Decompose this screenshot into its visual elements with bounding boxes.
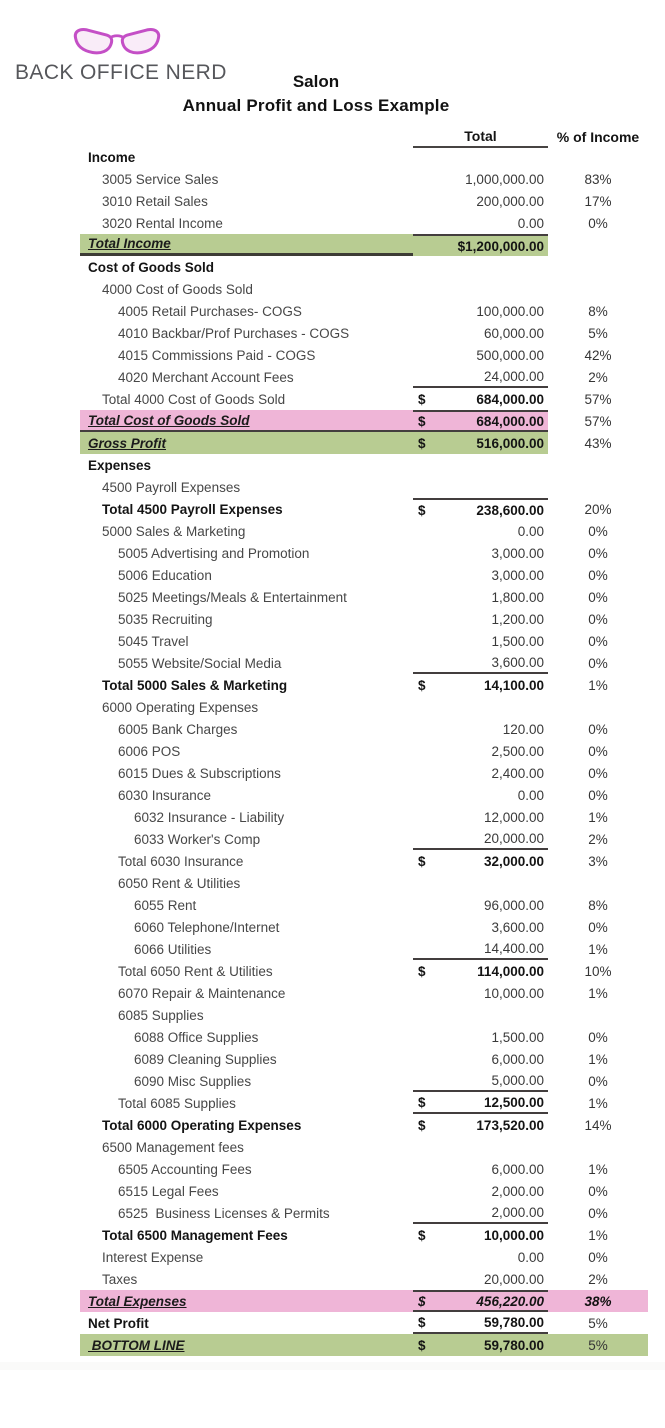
table-row: [80, 1114, 648, 1136]
row-percent: 42%: [584, 347, 612, 363]
table-row: [80, 1268, 648, 1290]
table-row: [80, 476, 648, 498]
table-row: [80, 1312, 648, 1334]
row-value: 100,000.00: [476, 303, 544, 319]
row-label: 4000 Cost of Goods Sold: [102, 281, 253, 297]
row-percent: [548, 146, 648, 168]
row-percent: 0%: [588, 589, 608, 605]
currency-symbol: $: [418, 963, 426, 979]
row-value: 0.00: [517, 215, 544, 231]
row-percent: 0%: [588, 215, 608, 231]
row-label: Total 4500 Payroll Expenses: [102, 501, 283, 517]
row-percent: [548, 234, 648, 256]
row-value: 1,200.00: [491, 611, 544, 627]
row-label: Total 6030 Insurance: [118, 853, 244, 869]
row-label: 6088 Office Supplies: [134, 1029, 259, 1045]
table-row: [80, 696, 648, 718]
table-row: [80, 278, 648, 300]
table-row: [80, 916, 648, 938]
row-percent: 5%: [588, 325, 608, 341]
row-value: 12,000.00: [483, 809, 544, 825]
row-value: 59,780.00: [483, 1337, 544, 1353]
row-label: 6000 Operating Expenses: [102, 699, 259, 715]
table-row: [80, 388, 648, 410]
row-percent: 5%: [588, 1315, 608, 1331]
row-label: 5025 Meetings/Meals & Entertainment: [118, 589, 347, 605]
currency-symbol: $: [418, 391, 426, 407]
row-value: 1,500.00: [491, 633, 544, 649]
row-label: Total 6085 Supplies: [118, 1095, 236, 1111]
row-value: 59,780.00: [483, 1314, 544, 1330]
row-percent: 1%: [588, 1227, 608, 1243]
table-row: [80, 520, 648, 542]
row-percent: 1%: [588, 985, 608, 1001]
row-label: Total 6000 Operating Expenses: [102, 1117, 302, 1133]
currency-symbol: $: [418, 435, 426, 451]
row-label: 5045 Travel: [118, 633, 189, 649]
row-percent: 0%: [588, 765, 608, 781]
row-percent: 2%: [588, 831, 608, 847]
row-percent: 10%: [584, 963, 612, 979]
row-label: Cost of Goods Sold: [88, 259, 214, 275]
table-row: [80, 586, 648, 608]
table-row: [80, 938, 648, 960]
row-value: 516,000.00: [476, 435, 544, 451]
row-percent: 57%: [584, 413, 612, 429]
row-label: 5006 Education: [118, 567, 212, 583]
row-value: 0.00: [517, 1249, 544, 1265]
row-label: Total Expenses: [88, 1293, 187, 1309]
row-value: 0.00: [517, 523, 544, 539]
table-row: [80, 850, 648, 872]
row-label: Income: [88, 149, 136, 165]
row-percent: [548, 872, 648, 894]
row-value: 3,000.00: [491, 545, 544, 561]
row-percent: 0%: [588, 611, 608, 627]
row-label: Total 6050 Rent & Utilities: [118, 963, 273, 979]
table-row: [80, 960, 648, 982]
table-row: [80, 1136, 648, 1158]
table-row: [80, 168, 648, 190]
row-label: 6090 Misc Supplies: [134, 1073, 252, 1089]
page-edge-divider: [0, 1362, 665, 1370]
row-percent: 0%: [588, 567, 608, 583]
row-label: BOTTOM LINE: [88, 1337, 185, 1353]
currency-symbol: $: [418, 1117, 426, 1133]
currency-symbol: $: [418, 413, 426, 429]
row-label: 5005 Advertising and Promotion: [118, 545, 310, 561]
table-row: [80, 256, 648, 278]
table-row: [80, 190, 648, 212]
row-percent: 83%: [584, 171, 612, 187]
table-row: [80, 1334, 648, 1356]
row-label: Total Cost of Goods Sold: [88, 412, 250, 428]
row-value: 1,000,000.00: [465, 171, 544, 187]
row-percent: 2%: [588, 1271, 608, 1287]
table-row: [80, 564, 648, 586]
table-row: [80, 630, 648, 652]
row-label: 6066 Utilities: [134, 941, 212, 957]
row-label: Net Profit: [88, 1315, 149, 1331]
row-value: 3,600.00: [491, 654, 544, 670]
row-percent: 1%: [588, 1051, 608, 1067]
row-value: 3,600.00: [491, 919, 544, 935]
currency-symbol: $: [418, 677, 426, 693]
row-value: 20,000.00: [483, 1271, 544, 1287]
brand-logo: [70, 24, 164, 64]
row-value: 5,000.00: [491, 1072, 544, 1088]
row-percent: [548, 1004, 648, 1026]
row-label: 6500 Management fees: [102, 1139, 244, 1155]
row-label: 6015 Dues & Subscriptions: [118, 765, 281, 781]
row-label: 6032 Insurance - Liability: [134, 809, 285, 825]
row-value: 60,000.00: [483, 325, 544, 341]
row-label: 3010 Retail Sales: [102, 193, 208, 209]
table-row: [80, 740, 648, 762]
row-value: 20,000.00: [483, 830, 544, 846]
row-percent: 0%: [588, 1029, 608, 1045]
row-label: 6070 Repair & Maintenance: [118, 985, 286, 1001]
row-value: 10,000.00: [483, 985, 544, 1001]
row-percent: 14%: [584, 1117, 612, 1133]
column-headers: [80, 125, 648, 148]
row-percent: 2%: [588, 369, 608, 385]
row-percent: 1%: [588, 1161, 608, 1177]
currency-symbol: $: [418, 502, 426, 518]
pl-table: [80, 146, 648, 1356]
row-value: 2,000.00: [491, 1183, 544, 1199]
table-row: [80, 608, 648, 630]
row-percent: 1%: [588, 941, 608, 957]
table-row: [80, 1224, 648, 1246]
table-row: [80, 674, 648, 696]
row-percent: [548, 278, 648, 300]
table-row: [80, 784, 648, 806]
row-value: 6,000.00: [491, 1161, 544, 1177]
row-label: 6030 Insurance: [118, 787, 212, 803]
row-label: 3005 Service Sales: [102, 171, 219, 187]
row-value: 120.00: [502, 721, 544, 737]
title-block: [140, 72, 492, 116]
row-label: 5035 Recruiting: [118, 611, 213, 627]
row-label: 4020 Merchant Account Fees: [118, 369, 294, 385]
row-percent: 20%: [584, 501, 612, 517]
table-row: [80, 1290, 648, 1312]
row-percent: 0%: [588, 1249, 608, 1265]
row-percent: [548, 256, 648, 278]
row-percent: 0%: [588, 1183, 608, 1199]
table-row: [80, 234, 648, 256]
row-label: 6085 Supplies: [118, 1007, 204, 1023]
row-label: 5000 Sales & Marketing: [102, 523, 246, 539]
row-label: Expenses: [88, 457, 152, 473]
row-value: 6,000.00: [491, 1051, 544, 1067]
table-row: [80, 1158, 648, 1180]
table-row: [80, 454, 648, 476]
row-percent: 0%: [588, 545, 608, 561]
row-percent: 57%: [584, 391, 612, 407]
row-percent: 1%: [588, 677, 608, 693]
row-label: 6525 Business Licenses & Permits: [118, 1205, 330, 1221]
row-percent: 0%: [588, 633, 608, 649]
row-label: 6089 Cleaning Supplies: [134, 1051, 277, 1067]
table-row: [80, 542, 648, 564]
row-percent: 5%: [548, 1334, 648, 1356]
row-label: 6006 POS: [118, 743, 181, 759]
row-value: 200,000.00: [476, 193, 544, 209]
table-row: [80, 1070, 648, 1092]
row-value: 14,100.00: [483, 677, 544, 693]
row-percent: 0%: [588, 1073, 608, 1089]
table-row: [80, 806, 648, 828]
row-label: Total Income: [88, 236, 171, 251]
currency-symbol: $: [418, 1314, 426, 1330]
table-row: [80, 872, 648, 894]
row-label: Total 6500 Management Fees: [102, 1227, 288, 1243]
glasses-icon: [70, 24, 164, 64]
row-label: Gross Profit: [88, 435, 167, 451]
row-label: Taxes: [102, 1271, 138, 1287]
row-label: 4015 Commissions Paid - COGS: [118, 347, 316, 363]
row-value: 0.00: [517, 787, 544, 803]
row-value: 24,000.00: [483, 368, 544, 384]
row-label: 6505 Accounting Fees: [118, 1161, 252, 1177]
currency-symbol: $: [418, 1094, 426, 1110]
currency-symbol: $: [418, 1293, 426, 1309]
row-percent: 0%: [588, 721, 608, 737]
row-percent: 1%: [588, 809, 608, 825]
row-percent: 0%: [588, 523, 608, 539]
page-title: Salon: [292, 72, 340, 91]
table-row: [80, 344, 648, 366]
row-label: 6005 Bank Charges: [118, 721, 238, 737]
table-row: [80, 410, 648, 432]
table-row: [80, 1180, 648, 1202]
table-row: [80, 300, 648, 322]
row-percent: 1%: [588, 1095, 608, 1111]
row-label: Interest Expense: [102, 1249, 204, 1265]
table-row: [80, 894, 648, 916]
row-value: 2,400.00: [491, 765, 544, 781]
table-row: [80, 146, 648, 168]
row-percent: 17%: [584, 193, 612, 209]
column-header-total: Total: [413, 125, 548, 148]
row-value: 238,600.00: [476, 502, 544, 518]
row-label: Total 5000 Sales & Marketing: [102, 677, 288, 693]
row-value: 96,000.00: [483, 897, 544, 913]
currency-symbol: $: [418, 1337, 426, 1353]
row-percent: 0%: [588, 655, 608, 671]
table-row: [80, 1092, 648, 1114]
row-value: 10,000.00: [483, 1227, 544, 1243]
table-row: [80, 762, 648, 784]
row-percent: 8%: [588, 897, 608, 913]
table-row: [80, 652, 648, 674]
row-percent: 0%: [588, 787, 608, 803]
row-value: 1,800.00: [491, 589, 544, 605]
row-percent: 0%: [588, 1205, 608, 1221]
row-value: 2,000.00: [491, 1204, 544, 1220]
table-row: [80, 1202, 648, 1224]
page-subtitle: Annual Profit and Loss Example: [182, 96, 450, 115]
row-percent: 0%: [588, 743, 608, 759]
row-label: 6515 Legal Fees: [118, 1183, 219, 1199]
row-value: 500,000.00: [476, 347, 544, 363]
currency-symbol: $: [418, 1227, 426, 1243]
table-row: [80, 1246, 648, 1268]
row-value: $1,200,000.00: [457, 238, 544, 254]
table-row: [80, 498, 648, 520]
row-value: 32,000.00: [483, 853, 544, 869]
row-value: 2,500.00: [491, 743, 544, 759]
table-row: [80, 1048, 648, 1070]
row-value: 12,500.00: [483, 1094, 544, 1110]
row-value: 684,000.00: [476, 413, 544, 429]
row-label: 6050 Rent & Utilities: [118, 875, 241, 891]
column-header-pct-of-income: % of Income: [556, 128, 640, 145]
row-label: Total 4000 Cost of Goods Sold: [102, 391, 286, 407]
row-percent: 0%: [588, 919, 608, 935]
table-row: [80, 828, 648, 850]
table-row: [80, 322, 648, 344]
row-label: 4005 Retail Purchases- COGS: [118, 303, 302, 319]
row-label: 6055 Rent: [134, 897, 197, 913]
table-row: [80, 1004, 648, 1026]
column-header-spacer: [80, 125, 413, 148]
row-percent: 38%: [548, 1290, 648, 1312]
row-value: 456,220.00: [476, 1293, 544, 1309]
row-percent: 43%: [584, 435, 612, 451]
row-label: 5055 Website/Social Media: [118, 655, 282, 671]
brand-name: BACK OFFICE NERD: [15, 61, 227, 84]
row-percent: [548, 1136, 648, 1158]
row-value: 684,000.00: [476, 391, 544, 407]
row-percent: 3%: [588, 853, 608, 869]
table-row: [80, 982, 648, 1004]
row-percent: 8%: [588, 303, 608, 319]
row-value: 173,520.00: [476, 1117, 544, 1133]
row-value: 1,500.00: [491, 1029, 544, 1045]
table-row: [80, 212, 648, 234]
row-label: 4500 Payroll Expenses: [102, 479, 241, 495]
table-row: [80, 1026, 648, 1048]
row-label: 3020 Rental Income: [102, 215, 223, 231]
table-row: [80, 718, 648, 740]
table-row: [80, 432, 648, 454]
row-label: 6033 Worker's Comp: [134, 831, 261, 847]
row-label: 6060 Telephone/Internet: [134, 919, 280, 935]
row-percent: [548, 476, 648, 498]
row-value: 114,000.00: [477, 963, 544, 979]
table-row: [80, 366, 648, 388]
row-percent: [548, 454, 648, 476]
row-value: 3,000.00: [491, 567, 544, 583]
row-percent: [548, 696, 648, 718]
row-value: 14,400.00: [483, 940, 544, 956]
currency-symbol: $: [418, 853, 426, 869]
row-label: 4010 Backbar/Prof Purchases - COGS: [118, 325, 350, 341]
